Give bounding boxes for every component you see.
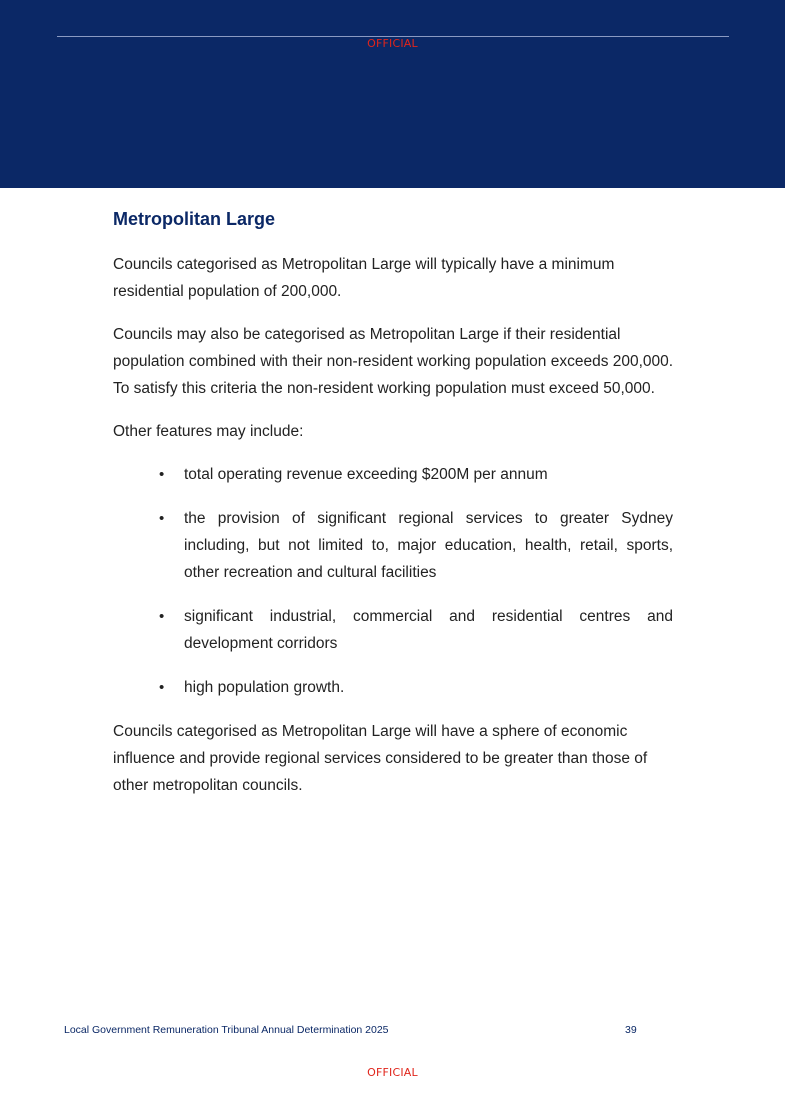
list-item: [113, 603, 673, 657]
list-item-text: significant industrial, commercial and residential centres and development corridors: [184, 608, 673, 652]
paragraph-combined-population: Councils may also be categorised as Metropolitan Large if their residential population combined with their non-resident working population exceeds 200,000. To satisfy this criteria the non-resident working population must exceed 50,000.: [113, 326, 674, 397]
section-title: Metropolitan Large: [113, 209, 276, 229]
classification-label-bottom: OFFICIAL: [367, 1066, 418, 1079]
paragraph-closing: Councils categorised as Metropolitan Large will have a sphere of economic influence and provide regional services considered to be greater than those of other metropolitan councils.: [113, 723, 648, 794]
features-list: [113, 461, 675, 701]
bullet-icon: •: [159, 608, 165, 625]
footer-document-title: Local Government Remuneration Tribunal Annual Determination 2025: [64, 1024, 389, 1036]
footer-page-number: 39: [625, 1024, 637, 1036]
list-item: [113, 461, 673, 488]
list-item-text: high population growth.: [184, 679, 345, 696]
paragraph-other-features: Other features may include:: [113, 423, 304, 440]
bullet-icon: •: [159, 510, 165, 527]
classification-label-top: OFFICIAL: [367, 37, 418, 50]
paragraph-min-population: Councils categorised as Metropolitan Large will typically have a minimum residential population of 200,000.: [113, 256, 615, 300]
bullet-icon: •: [159, 679, 165, 696]
list-item: [113, 505, 673, 586]
list-item: [113, 674, 673, 701]
header-band: [0, 0, 785, 188]
bullet-icon: •: [159, 466, 165, 483]
list-item-text: total operating revenue exceeding $200M per annum: [184, 466, 548, 483]
main-content: [113, 207, 675, 815]
list-item-text: the provision of significant regional services to greater Sydney including, but not limited to, major education, health, retail, sports, other recreation and cultural facilities: [184, 510, 673, 581]
